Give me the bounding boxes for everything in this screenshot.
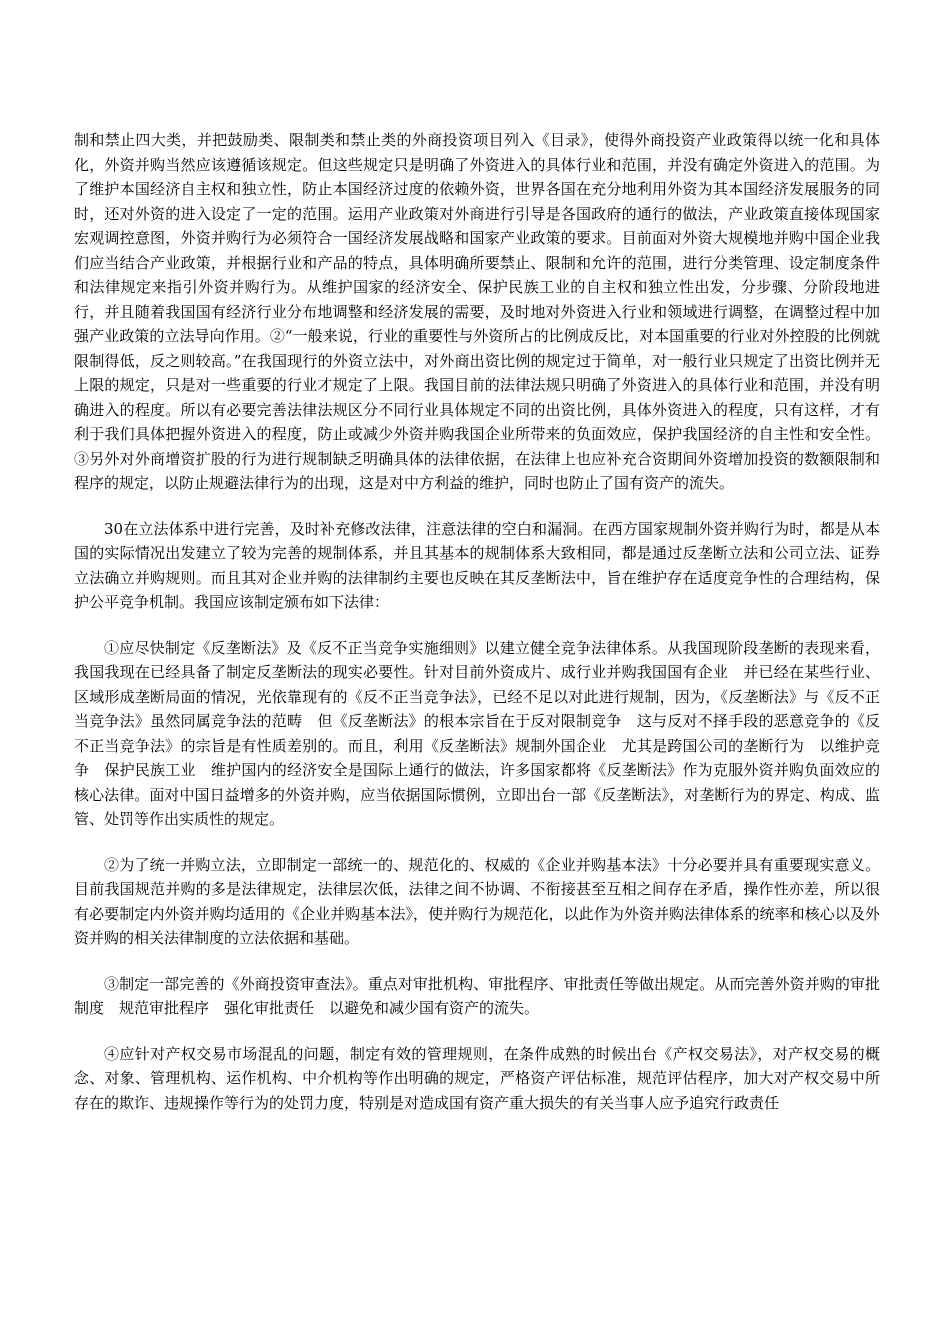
paragraph-industry-policy: 制和禁止四大类，并把鼓励类、限制类和禁止类的外商投资项目列入《目录》，使得外商投资产业政策得以统一化和具体化，外资并购当然应该遵循该规定。但这些规定只是明确了外资进入的具体行业和范围，并没有确定外资进入的范围。为了维护本国经济自主权和独立性，防止本国经济过度的依赖外资，世界各国在充分地利用外资为其本国经济发展服务的同时，还对外资的进入设定了一定的范围。运用产业政策对外商进行引导是各国政府的通行的做法，产业政策直接体现国家宏观调控意图，外资并购行为必须符合一国经济发展战略和国家产业政策的要求。目前面对外资大规模地并购中国企业我们应当结合产业政策，并根据行业和产品的特点，具体明确所要禁止、限制和允许的范围，进行分类管理、设定制度条件和法律规定来指引外资并购行为。从维护国家的经济安全、保护民族工业的自主权和独立性出发，分步骤、分阶段地进行，并且随着我国国有经济行业分布地调整和经济发展的需要，及时地对外资进入行业和领域进行调整，在调整过程中加强产业政策的立法导向作用。②“一般来说，行业的重要性与外资所占的比例成反比，对本国重要的行业对外控股的比例就限制得低，反之则较高。”在我国现行的外资立法中，对外商出资比例的规定过于简单，对一般行业只规定了出资比例并无上限的规定，只是对一些重要的行业才规定了上限。我国目前的法律法规只明确了外资进入的具体行业和范围，并没有明确进入的程度。所以有必要完善法律法规区分不同行业具体规定不同的出资比例，具体外资进入的程度，只有这样，才有利于我们具体把握外资进入的程度，防止或减少外资并购我国企业所带来的负面效应，保护我国经济的自主性和安全性。③另外对外商增资扩股的行为进行规制缺乏明确具体的法律依据，在法律上也应补充合资期间外资增加投资的数额限制和程序的规定，以防止规避法律行为的出现，这是对中方利益的维护，同时也防止了国有资产的流失。 <box>74 131 880 492</box>
document-body <box>74 128 880 1136</box>
paragraph-property-rights-law: ④应针对产权交易市场混乱的问题，制定有效的管理规则，在条件成熟的时候出台《产权交易法》，对产权交易的概念、对象、管理机构、运作机构、中介机构等作出明确的规定，严格资产评估标准，规范评估程序，加大对产权交易中所存在的欺诈、违规操作等行为的处罚力度，特别是对造成国有资产重大损失的有关当事人应予追究行政责任 <box>74 1044 880 1112</box>
paragraph-antimonopoly-law: ①应尽快制定《反垄断法》及《反不正当竞争实施细则》以建立健全竞争法律体系。从我国现阶段垄断的表现来看，我国我现在已经具备了制定反垄断法的现实必要性。针对目前外资成片、成行业并购我国国有企业 并已经在某些行业、区域形成垄断局面的情况，光依靠现有的《反不正当竞争法》，已经不足以对此进行规制，因为，《反垄断法》与《反不正当竞争法》虽然同属竞争法的范畴 但《反垄断法》的根本宗旨在于反对限制竞争 这与反对不择手段的恶意竞争的《反不正当竞争法》的宗旨是有性质差别的。而且，利用《反垄断法》规制外国企业 尤其是跨国公司的垄断行为 以维护竞争 保护民族工业 维护国内的经济安全是国际上通行的做法，许多国家都将《反垄断法》作为克服外资并购负面效应的核心法律。面对中国日益增多的外资并购，应当依据国际惯例，立即出台一部《反垄断法》，对垄断行为的界定、构成、监管、处罚等作出实质性的规定。 <box>74 638 880 828</box>
paragraph-merger-basic-law: ②为了统一并购立法，立即制定一部统一的、规范化的、权威的《企业并购基本法》十分必要并具有重要现实意义。目前我国规范并购的多是法律规定，法律层次低，法律之间不协调、不衔接甚至互相之间存在矛盾，操作性亦差，所以很有必要制定内外资并购均适用的《企业并购基本法》，使并购行为规范化，以此作为外资并购法律体系的统率和核心以及外资并购的相关法律制度的立法依据和基础。 <box>74 855 880 947</box>
paragraph-legislative-system: 30在立法体系中进行完善，及时补充修改法律，注意法律的空白和漏洞。在西方国家规制外资并购行为时，都是从本国的实际情况出发建立了较为完善的规制体系，并且其基本的规制体系大致相同，都是通过反垄断立法和公司立法、证券立法确立并购规则。而且其对企业并购的法律制约主要也反映在其反垄断法中，旨在维护存在适度竞争性的合理结构，保护公平竞争机制。我国应该制定颁布如下法律： <box>74 519 880 611</box>
paragraph-investment-review-law: ③制定一部完善的《外商投资审查法》。重点对审批机构、审批程序、审批责任等做出规定。从而完善外资并购的审批制度 规范审批程序 强化审批责任 以避免和减少国有资产的流失。 <box>74 974 880 1017</box>
